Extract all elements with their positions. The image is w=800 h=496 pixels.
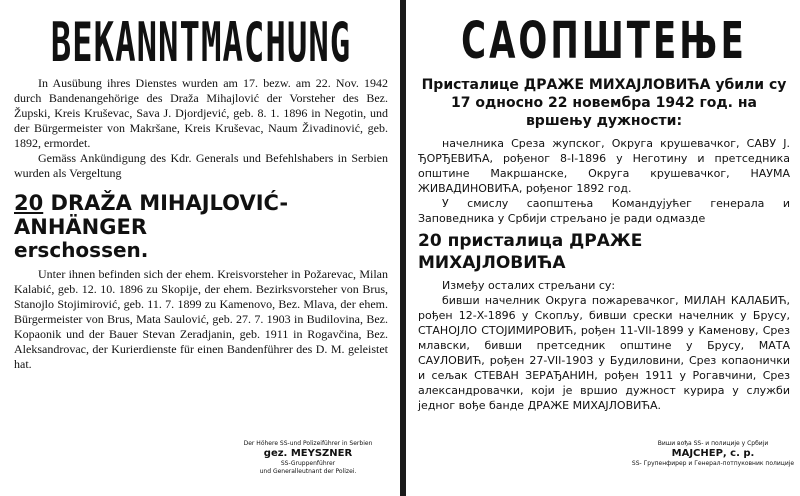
serbian-signature-title: Виши вођа SS- и полиције у Србији <box>657 440 769 447</box>
german-signature-title: Der Höhere SS-und Polizeiführer in Serbien <box>243 440 373 447</box>
german-title: BEKANNTMACHUNG <box>50 11 352 76</box>
german-headline-number: 20 <box>14 191 44 215</box>
serbian-signature-name: МАЈСНЕР, с. р. <box>671 448 755 459</box>
german-signature-name: gez. MEYSZNER <box>263 448 353 459</box>
serbian-title: САОПШТЕЊЕ <box>461 11 747 72</box>
serbian-signature <box>628 440 798 468</box>
german-signature-rank-2: und Generalleutnant der Polizei. <box>259 468 357 475</box>
serbian-victims: начелника Среза жупског, Округа крушевачког, САВУ Ј. ЂОРЂЕВИЋА, рођеног 8-I-1896 у Неготину и претседника општине Макршанске, Округа крушевачког, НАУМА ЖИВАДИНОВИЋА, рођеног 1892 год. <box>418 137 790 195</box>
serbian-headline: 20 присталица ДРАЖЕ МИХАЈЛОВИЋА <box>418 231 643 273</box>
column-divider <box>400 0 406 496</box>
serbian-notice <box>408 0 800 496</box>
german-list: Unter ihnen befinden sich der ehem. Kreisvorsteher in Požarevac, Milan Kalabić, geb. 12. 10. 1896 zu Skopije, der ehem. Bezirksvorsteher von Brus, Stanojlo Stojimirović, geb. 11. 7. 1899 zu Kamenovo, Bez. Mlava, der ehem. Bürgermeister von Brus, Mata Saulović, geb. 27. 7. 1903 in Budilovina, Bez. Kopaonik und der Bauer Stevan Zeradjanin, geb. 1911 in Rogavčina, Bez. Aleksandrovac, der Kurierdienste für einen Bandenführer des D. M. geleistet hat. <box>14 267 388 371</box>
serbian-list-intro: Између осталих стрељани су: <box>442 279 616 292</box>
german-headline <box>14 191 388 239</box>
german-notice <box>0 0 398 496</box>
serbian-signature-rank: SS- Групенфирер и Генерал-потпуковник полиције <box>631 460 795 467</box>
german-signature-rank: SS-Gruppenführer <box>280 460 336 467</box>
serbian-announcement: У смислу саопштења Командујућег генерала и Заповедника у Србији стрељано је ради одмазде <box>418 197 790 225</box>
german-headline-line2: erschossen. <box>14 238 149 262</box>
german-headline-text: DRAŽA MIHAJLOVIĆ-ANHÄNGER <box>14 191 289 239</box>
serbian-list: бивши начелник Округа пожаревачког, МИЛАН КАЛАБИЋ, рођен 12-X-1896 у Скопљу, бивши срески начелник у Брусу, СТАНОЈЛО СТОЈИМИРОВИЋ, рођен 11-VII-1899 у Каменову, Срез млавски, бивши претседник општине у Брусу, МАТА САУЛОВИЋ, рођен 27-VII-1903 у Будиловини, Срез копаонички и сељак СТЕВАН ЗЕРАЂАНИН, рођен 1911 у Рогавчини, Срез александровачки, који је вршио дужност курира у служби једног вође банде ДРАЖЕ МИХАЈЛОВИЋА. <box>418 294 790 412</box>
german-announcement: Gemäss Ankündigung des Kdr. Generals und Befehlshabers in Serbien wurden als Vergeltung <box>14 151 388 180</box>
serbian-head: Присталице ДРАЖЕ МИХАЈЛОВИЋА убили су 17 односно 22 новембра 1942 год. на вршењу дужности: <box>421 77 787 129</box>
german-signature <box>238 440 378 476</box>
german-intro: In Ausübung ihres Dienstes wurden am 17. bezw. am 22. Nov. 1942 durch Bandenangehörige des Draža Mihajlović der Vorsteher des Bez. Župski, Kreis Kruševac, Sava J. Djordjević, geb. 8. 1. 1896 in Negotin, und der Bürgermeister von Makršane, Kreis Kruševac, Naum Živadinović, geb. 1892, ermordet. <box>14 76 388 150</box>
